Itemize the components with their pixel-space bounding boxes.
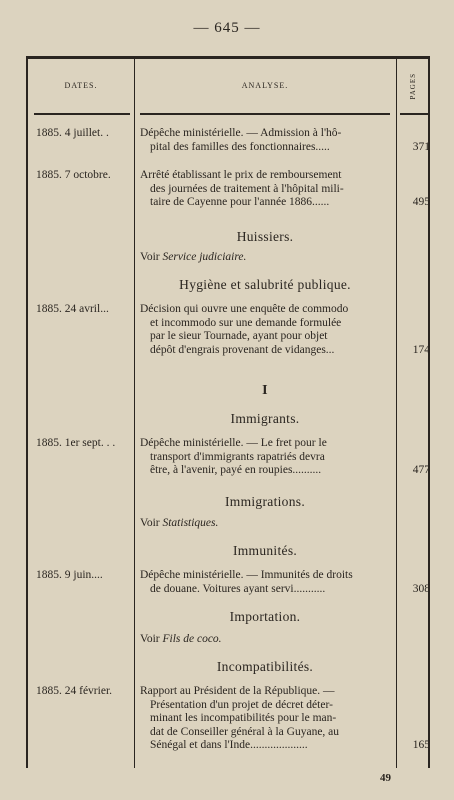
see-also-ref: Statistiques. (162, 517, 219, 529)
entry-page: 495 (412, 196, 430, 208)
header-pages (396, 59, 430, 113)
entry-date: 1885. 9 juin.... (36, 569, 103, 581)
header-dates: DATES. (64, 81, 98, 90)
entry-line: Présentation d'un projet de décret déter- (150, 698, 333, 711)
entry-page: 174 (412, 344, 430, 356)
index-table (26, 56, 430, 768)
page-number: — 645 — (193, 20, 261, 36)
see-also-importation (140, 633, 222, 645)
entry-line: être, à l'avenir, payé en roupies.......... (150, 464, 322, 476)
see-also-ref: Fils de coco. (162, 633, 222, 645)
entry-line: par le sieur Tournade, ayant pour objet (150, 330, 328, 342)
see-also-prefix: Voir (140, 633, 160, 645)
section-heading-immigrations: Immigrations. (224, 494, 305, 509)
entry-analysis (140, 569, 390, 596)
entry-line: pital des familles des fonctionnaires..... (150, 140, 330, 153)
entry-line: Dépêche ministérielle. — Le fret pour le (140, 437, 327, 449)
entry-page: 165 (412, 739, 430, 751)
entry-line: taire de Cayenne pour l'année 1886...... (150, 196, 330, 208)
section-heading-immigrants: Immigrants. (230, 411, 300, 426)
entry-line: de douane. Voitures ayant servi........... (150, 582, 326, 595)
entry-analysis (140, 127, 390, 154)
see-also-prefix: Voir (140, 517, 160, 529)
header-rule (34, 113, 130, 115)
entry-line: dépôt d'engrais provenant de vidanges... (150, 343, 335, 356)
header-rule (400, 113, 428, 115)
entry-analysis (140, 169, 390, 210)
entry-date: 1885. 24 février. (36, 685, 113, 697)
entry-line: des journées de traitement à l'hôpital mili- (150, 182, 344, 195)
entry-line: minant les incompatibilités pour le man- (150, 712, 337, 724)
header-pages-label: PAGES (409, 72, 417, 100)
entry-date: 1885. 7 octobre. (36, 169, 111, 181)
entry-line: Sénégal et dans l'Inde.................... (150, 739, 308, 751)
entry-line: dat de Conseiller général à la Guyane, au (150, 725, 340, 738)
entry-line: Dépêche ministérielle. — Admission à l'hô- (140, 127, 342, 139)
entry-page: 308 (412, 583, 430, 595)
header-rule (140, 113, 390, 115)
entry-date: 1885. 4 juillet. . (36, 127, 109, 139)
header-analyse: ANALYSE. (241, 81, 289, 90)
entry-analysis (140, 303, 390, 357)
entry-page: 371 (412, 141, 430, 153)
entry-line: et incommodo sur une demande formulée (150, 316, 342, 329)
see-also-huissiers (140, 251, 246, 263)
see-also-prefix: Voir (140, 251, 160, 263)
section-heading-importation: Importation. (229, 609, 301, 624)
entry-line: Dépêche ministérielle. — Immunités de droits (140, 569, 353, 581)
entry-date: 1885. 24 avril... (36, 303, 109, 315)
letter-heading-i: I (262, 383, 268, 398)
section-heading-huissiers: Huissiers. (236, 229, 294, 244)
entry-page: 477 (412, 464, 430, 476)
signature-mark: 49 (380, 772, 391, 784)
entry-line: Décision qui ouvre une enquête de commodo (140, 303, 349, 315)
see-also-ref: Service judiciaire. (162, 251, 247, 263)
entry-line: transport d'immigrants rapatriés devra (150, 450, 325, 463)
entry-line: Rapport au Président de la République. — (140, 685, 335, 697)
section-heading-immunites: Immunités. (232, 543, 298, 558)
see-also-immigrations (140, 517, 218, 529)
entry-date: 1885. 1er sept. . . (36, 437, 116, 449)
section-heading-hygiene: Hygiène et salubrité publique. (179, 277, 351, 292)
section-heading-incompatibilites: Incompatibilités. (216, 659, 314, 674)
entry-analysis (140, 437, 390, 478)
entry-analysis (140, 685, 390, 753)
column-divider (396, 59, 397, 768)
entry-line: Arrêté établissant le prix de remboursement (140, 169, 342, 181)
